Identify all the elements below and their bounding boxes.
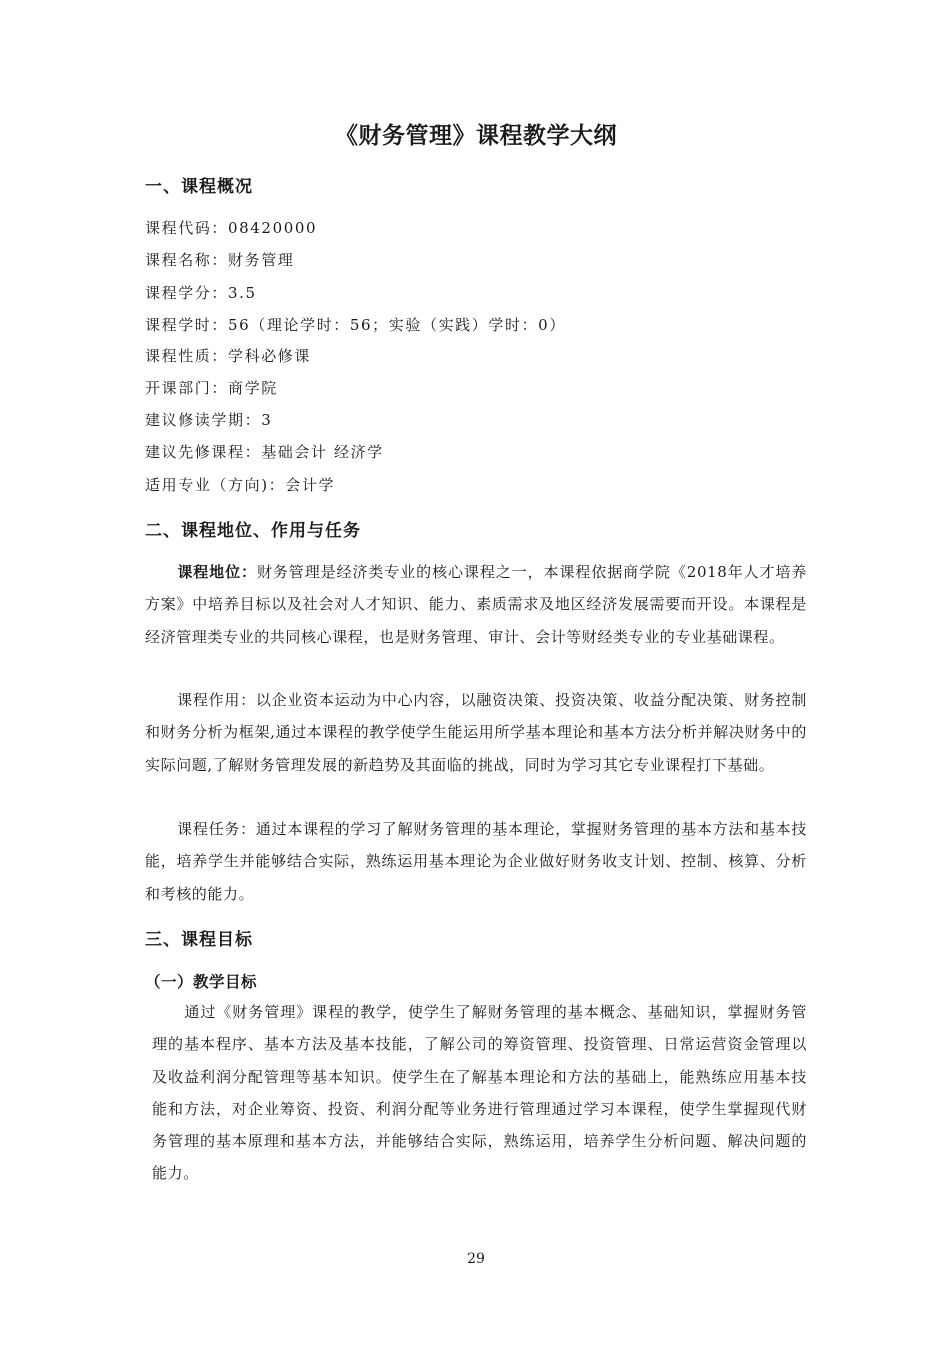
teaching-text: 通过《财务管理》课程的教学，使学生了解财务管理的基本概念、基础知识，掌握财务管理的基本程序、基本方法及基本技能，了解公司的筹资管理、投资管理、日常运营资金管理以及收益利润分配管理等基本知识。使学生在了解基本理论和方法的基础上，能熟练应用基本技能和方法，对企业筹资、投资、利润分配等业务进行管理通过学习本课程，使学生掌握现代财务管理的基本原理和基本方法，并能够结合实际，熟练运用，培养学生分析问题、解决问题的能力。 [152,1003,807,1183]
info-course-nature: 课程性质：学科必修课 [145,347,312,365]
role-text: 课程作用：以企业资本运动为中心内容，以融资决策、投资决策、收益分配决策、财务控制和财务分析为框架,通过本课程的教学使学生能运用所学基本理论和基本方法分析并解决财务中的实际问题,了解财务管理发展的新趋势及其面临的挑战，同时为学习其它专业课程打下基础。 [145,691,807,774]
position-text: 财务管理是经济类专业的核心课程之一，本课程依据商学院《2018年人才培养方案》中培养目标以及社会对人才知识、能力、素质需求及地区经济发展需要而开设。本课程是经济管理类专业的共同核心课程，也是财务管理、审计、会计等财经类专业的专业基础课程。 [145,563,807,646]
section-heading-role: 二、课程地位、作用与任务 [145,521,361,541]
section-heading-overview: 一、课程概况 [145,177,253,197]
info-semester: 建议修读学期：3 [145,411,273,429]
document-title: 《财务管理》课程教学大纲 [335,122,617,149]
position-label: 课程地位： [177,563,257,581]
paragraph-course-role [145,684,807,781]
info-major: 适用专业（方向)：会计学 [145,476,336,494]
info-course-hours: 课程学时：56（理论学时：56；实验（实践）学时：0） [145,316,566,334]
paragraph-course-task [145,813,807,910]
info-course-code: 课程代码：08420000 [145,219,318,237]
info-course-name: 课程名称：财务管理 [145,251,295,269]
paragraph-course-position [145,556,807,653]
page-number: 29 [467,1251,485,1267]
info-department: 开课部门：商学院 [145,379,278,397]
sub-heading-teaching-objectives: （一）教学目标 [145,972,258,991]
info-course-credits: 课程学分：3.5 [145,284,257,302]
task-text: 课程任务：通过本课程的学习了解财务管理的基本理论，掌握财务管理的基本方法和基本技能，培养学生并能够结合实际，熟练运用基本理论为企业做好财务收支计划、控制、核算、分析和考核的能力。 [145,820,807,903]
section-heading-objectives: 三、课程目标 [145,930,253,950]
info-prerequisites: 建议先修课程：基础会计 经济学 [145,443,384,461]
paragraph-teaching-objectives [152,996,807,1190]
